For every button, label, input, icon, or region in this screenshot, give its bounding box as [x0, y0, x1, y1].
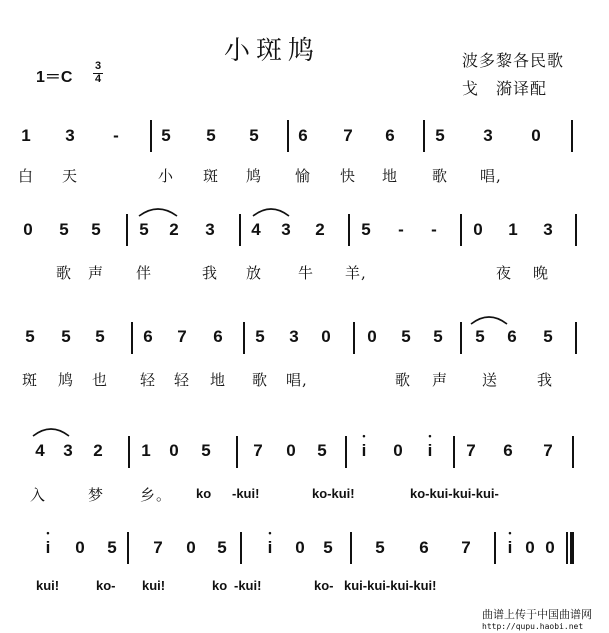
final-barline-thick [570, 532, 574, 564]
lyric: 天 [62, 167, 79, 185]
octave-dot: • [508, 528, 512, 538]
lyric: 轻 [174, 371, 191, 389]
note: 5 [95, 327, 105, 346]
note: 5 [107, 538, 117, 557]
note-high: • i [422, 441, 438, 461]
footer-url[interactable]: http://qupu.haobi.net [482, 622, 584, 631]
note: 5 [201, 441, 211, 460]
note: 5 [91, 220, 101, 239]
lyric: ko [212, 578, 228, 593]
barline [236, 436, 238, 468]
note: 6 [143, 327, 153, 346]
note: 6 [385, 126, 395, 145]
barline [575, 214, 577, 246]
lyric: 地 [210, 371, 227, 389]
slur-mark [30, 424, 72, 438]
lyric: 唱, [286, 371, 308, 389]
note: 5 [375, 538, 385, 557]
lyric: 声 [432, 371, 449, 389]
barline [350, 532, 352, 564]
note: 6 [507, 327, 517, 346]
time-signature-numerator: 3 [94, 60, 102, 72]
note: 4 [35, 441, 45, 460]
barline [127, 532, 129, 564]
lyric: 鸠 [58, 371, 75, 389]
barline [494, 532, 496, 564]
note: 0 [23, 220, 33, 239]
lyric: kui! [36, 578, 60, 593]
barline [453, 436, 455, 468]
note-dash: - [113, 126, 119, 145]
lyric: 乡。 [140, 486, 173, 504]
lyric: 轻 [140, 371, 157, 389]
barline [575, 322, 577, 354]
note-dash: - [398, 220, 404, 239]
lyric: ko- [314, 578, 334, 593]
lyric: 牛 [298, 264, 315, 282]
barline [345, 436, 347, 468]
barline [287, 120, 289, 152]
lyric: 小 [158, 167, 175, 185]
note: 3 [65, 126, 75, 145]
final-barline-thin [566, 532, 568, 564]
note-dash: - [431, 220, 437, 239]
note: 5 [361, 220, 371, 239]
note: 5 [433, 327, 443, 346]
note: 3 [281, 220, 291, 239]
translator-credit: 戈 漪译配 [462, 79, 548, 98]
note: 5 [206, 126, 216, 145]
note: 0 [295, 538, 305, 557]
barline [571, 120, 573, 152]
note: 6 [419, 538, 429, 557]
barline [240, 532, 242, 564]
note: 1 [141, 441, 151, 460]
note: 5 [249, 126, 259, 145]
lyric: 快 [340, 167, 357, 185]
lyric: 歌 [395, 371, 412, 389]
lyric: 我 [202, 264, 219, 282]
lyric: -kui! [234, 578, 262, 593]
note: 5 [217, 538, 227, 557]
note: 5 [59, 220, 69, 239]
note: 5 [161, 126, 171, 145]
lyric: kui! [142, 578, 166, 593]
slur-mark [468, 312, 510, 326]
barline [150, 120, 152, 152]
note-high: • i [40, 538, 56, 558]
lyric: ko [196, 486, 212, 501]
note: 5 [323, 538, 333, 557]
note: 5 [61, 327, 71, 346]
note: 2 [93, 441, 103, 460]
lyric: 羊, [345, 264, 367, 282]
note: 3 [483, 126, 493, 145]
note: 0 [545, 538, 555, 557]
note: 7 [253, 441, 263, 460]
barline [128, 436, 130, 468]
lyric: 晚 [533, 264, 550, 282]
lyric: 我 [537, 371, 554, 389]
note: 5 [435, 126, 445, 145]
note: 6 [298, 126, 308, 145]
lyric: 伴 [136, 264, 153, 282]
note: 0 [393, 441, 403, 460]
note: 5 [139, 220, 149, 239]
note: 0 [286, 441, 296, 460]
lyric: ko-kui-kui-kui- [410, 486, 499, 501]
note: 0 [321, 327, 331, 346]
lyric: 斑 [22, 371, 39, 389]
note: 0 [473, 220, 483, 239]
note: 5 [255, 327, 265, 346]
lyric: 送 [482, 371, 499, 389]
note-high: • i [262, 538, 278, 558]
note: 5 [317, 441, 327, 460]
note: 5 [543, 327, 553, 346]
lyric: 歌 [432, 167, 449, 185]
note: 6 [503, 441, 513, 460]
lyric: 唱, [480, 167, 502, 185]
note-high: • i [356, 441, 372, 461]
note: 0 [525, 538, 535, 557]
note: 2 [315, 220, 325, 239]
note: 1 [508, 220, 518, 239]
lyric: 放 [246, 264, 263, 282]
note: 0 [186, 538, 196, 557]
slur-mark [136, 204, 180, 218]
note: 4 [251, 220, 261, 239]
octave-dot: • [362, 431, 366, 441]
time-signature [93, 61, 103, 85]
note-high: • i [502, 538, 518, 558]
note: 0 [75, 538, 85, 557]
footer-site-credit: 曲谱上传于中国曲谱网 [482, 608, 592, 621]
slur-mark [250, 204, 292, 218]
song-title: 小斑鸠 [224, 36, 321, 66]
note: 0 [169, 441, 179, 460]
note: 5 [475, 327, 485, 346]
note: 7 [461, 538, 471, 557]
barline [126, 214, 128, 246]
note: 6 [213, 327, 223, 346]
lyric: -kui! [232, 486, 260, 501]
lyric: 歌 [252, 371, 269, 389]
note: 2 [169, 220, 179, 239]
lyric: ko-kui! [312, 486, 355, 501]
lyric: 也 [92, 371, 109, 389]
barline [131, 322, 133, 354]
key-signature: 1＝C [36, 69, 73, 86]
note: 3 [63, 441, 73, 460]
barline [423, 120, 425, 152]
note: 3 [289, 327, 299, 346]
barline [460, 322, 462, 354]
lyric: 夜 [496, 264, 513, 282]
note: 3 [205, 220, 215, 239]
note: 5 [25, 327, 35, 346]
lyric: 鸠 [246, 167, 263, 185]
time-signature-denominator: 4 [94, 73, 102, 85]
lyric: ko- [96, 578, 116, 593]
octave-dot: • [268, 528, 272, 538]
note: 0 [367, 327, 377, 346]
note: 1 [21, 126, 31, 145]
note: 7 [343, 126, 353, 145]
lyric: 歌 [56, 264, 73, 282]
note: 7 [466, 441, 476, 460]
note: 7 [177, 327, 187, 346]
octave-dot: • [428, 431, 432, 441]
lyric: 白 [18, 167, 35, 185]
song-origin: 波多黎各民歌 [462, 51, 565, 70]
lyric: 梦 [88, 486, 105, 504]
barline [348, 214, 350, 246]
lyric: 愉 [295, 167, 312, 185]
lyric: kui-kui-kui-kui! [344, 578, 437, 593]
note: 0 [531, 126, 541, 145]
barline [460, 214, 462, 246]
octave-dot: • [46, 528, 50, 538]
note: 5 [401, 327, 411, 346]
lyric: 斑 [203, 167, 220, 185]
note: 7 [153, 538, 163, 557]
barline [239, 214, 241, 246]
lyric: 地 [382, 167, 399, 185]
note: 7 [543, 441, 553, 460]
barline [572, 436, 574, 468]
lyric: 声 [88, 264, 105, 282]
barline [353, 322, 355, 354]
barline [243, 322, 245, 354]
lyric: 入 [30, 486, 47, 504]
note: 3 [543, 220, 553, 239]
